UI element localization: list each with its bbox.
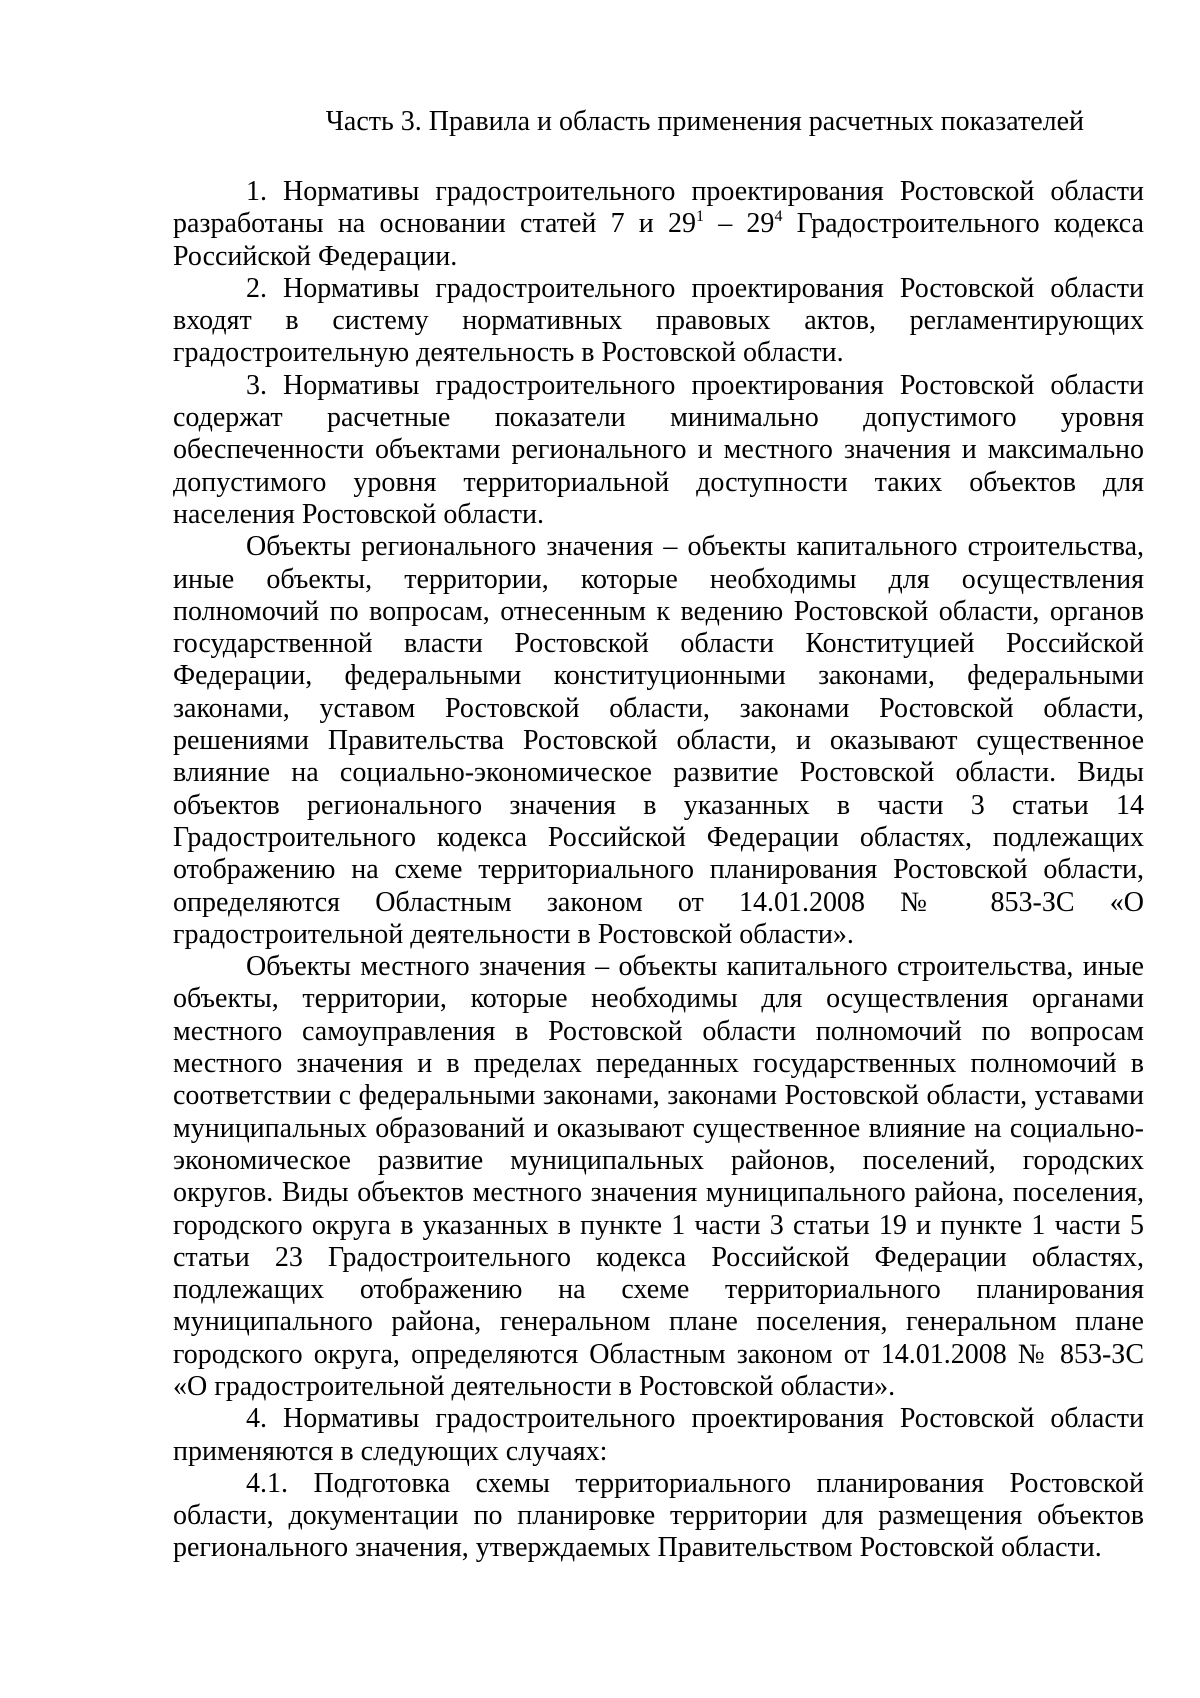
paragraph-regional-objects: Объекты регионального значения – объекты капитального строительства, иные объекты, территории, которые необходимы для осуществления полномочий по вопросам, отнесенным к ведению Ростовской области, органов государственной власти Ростовской области Конституцией Российской Федерации, федеральными конституционными законами, федеральными законами, уставом Ростовской области, законами Ростовской области, решениями Правительства Ростовской области, и оказывают существенное влияние на социально-экономическое развитие Ростовской области. Виды объектов регионального значения в указанных в части 3 статьи 14 Градостроительного кодекса Российской Федерации областях, подлежащих отображению на схеме территориального планирования Ростовской области, определяются Областным законом от 14.01.2008 № 853-ЗС «О градостроительной деятельности в Ростовской области». (173, 531, 1144, 950)
paragraph-4-1: 4.1. Подготовка схемы территориального планирования Ростовской области, документации по планировке территории для размещения объектов регионального значения, утверждаемых Правительством Ростовской области. (173, 1467, 1144, 1564)
paragraph-4: 4. Нормативы градостроительного проектирования Ростовской области применяются в следующих случаях: (173, 1403, 1144, 1467)
page-title: Часть 3. Правила и область применения расчетных показателей (325, 106, 1084, 137)
paragraph-3: 3. Нормативы градостроительного проектирования Ростовской области содержат расчетные показатели минимально допустимого уровня обеспеченности объектами регионального и местного значения и максимально допустимого уровня территориальной доступности таких объектов для населения Ростовской области. (173, 369, 1144, 530)
paragraph-2: 2. Нормативы градостроительного проектирования Ростовской области входят в систему нормативных правовых актов, регламентирующих градостроительную деятельность в Ростовской области. (173, 272, 1144, 369)
paragraph-local-objects: Объекты местного значения – объекты капитального строительства, иные объекты, территории, которые необходимы для осуществления органами местного самоуправления в Ростовской области полномочий по вопросам местного значения и в пределах переданных государственных полномочий в соответствии с федеральными законами, законами Ростовской области, уставами муниципальных образований и оказывают существенное влияние на социально-экономическое развитие муниципальных районов, поселений, городских округов. Виды объектов местного значения муниципального района, поселения, городского округа в указанных в пункте 1 части 3 статьи 19 и пункте 1 части 5 статьи 23 Градостроительного кодекса Российской Федерации областях, подлежащих отображению на схеме территориального планирования муниципального района, генеральном плане поселения, генеральном плане городского округа, определяются Областным законом от 14.01.2008 № 853-ЗС «О градостроительной деятельности в Ростовской области». (173, 951, 1144, 1402)
paragraph-1 (173, 176, 1144, 273)
superscript-4: 4 (774, 208, 783, 226)
paragraph-1-text-c: Градостроительного кодекса Российской Федерации. (173, 208, 1144, 272)
superscript-1: 1 (696, 208, 704, 226)
paragraph-1-text-a: 1. Нормативы градостроительного проектирования Ростовской области разработаны на основании статей 7 и 29 (173, 176, 1144, 240)
paragraph-1-text-b: – 29 (704, 208, 775, 240)
